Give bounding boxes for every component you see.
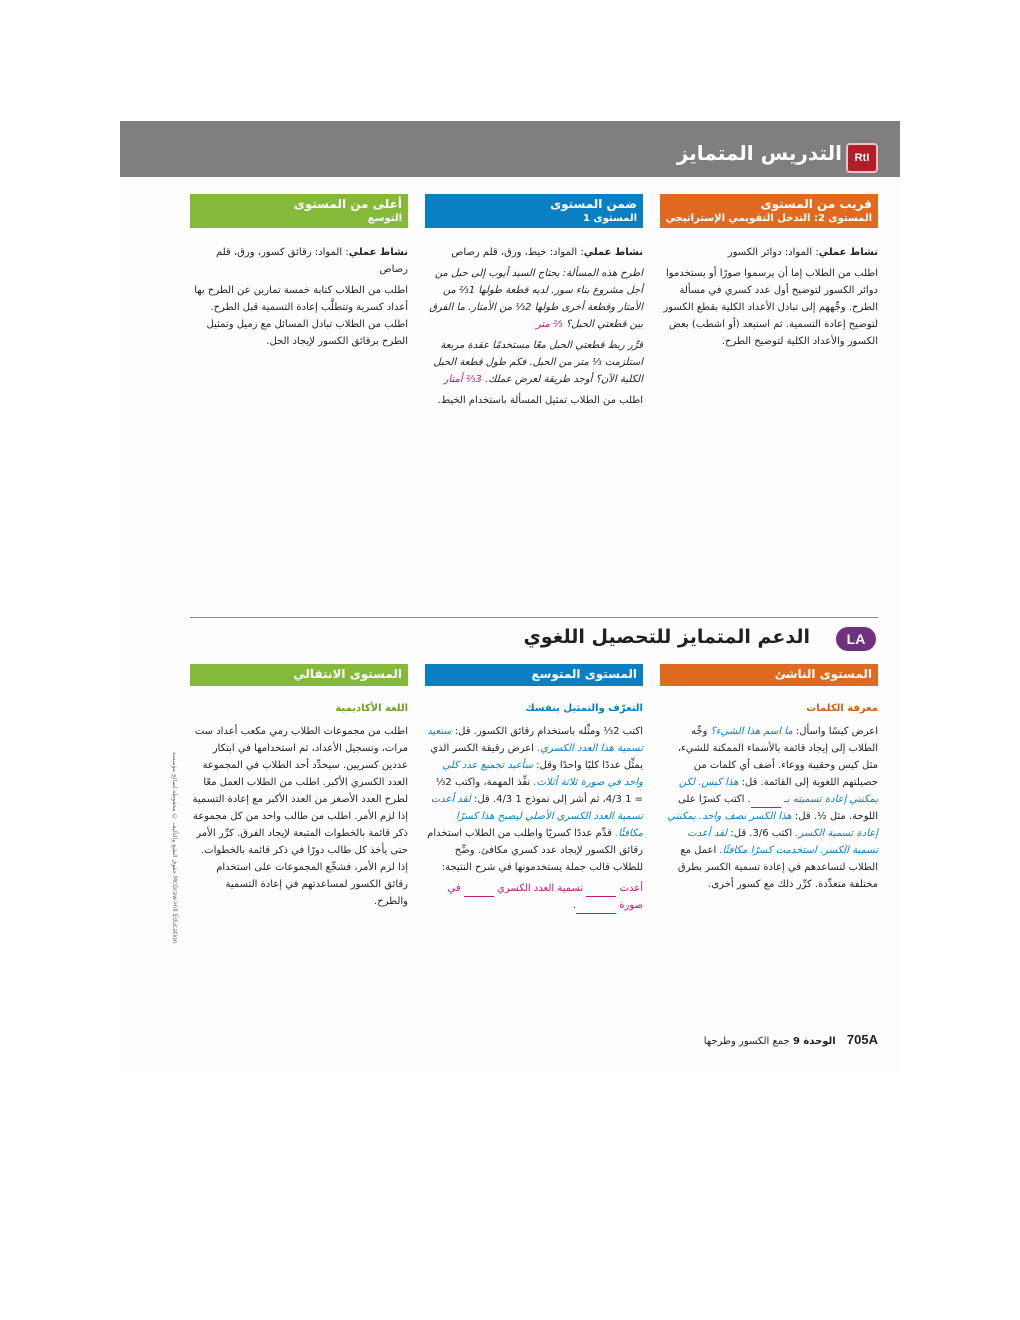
answer-text: 3⅔ أمتار [443, 374, 482, 385]
band-title: قريب من المستوى [760, 197, 872, 211]
copyright-note: حقوق الطبع والتأليف © محفوظة لصالح مؤسسة McGraw-Hill Education [171, 752, 178, 944]
text-segment: قدِّم عددًا كسريًا واطلب من الطلاب استخدام رقائق الكسور لإيجاد عدد كسري مكافئ. وضِّح للطلاب قالب جملة يستخدمونها في شرح النتيجة: [427, 828, 643, 873]
la-badge: LA [836, 627, 876, 651]
section-divider [190, 617, 878, 618]
page-number: 705A [846, 1032, 878, 1047]
teacher-quote: سأعيد تجميع عدد كلي واحد في صورة ثلاثة أثلاث. [442, 760, 643, 788]
teacher-quote: سنعيد تسمية هذا العدد الكسري. [427, 726, 643, 754]
la-section-title: الدعم المتمايز للتحصيل اللغوي [523, 626, 810, 648]
activity-title: نشاط عملي [818, 247, 878, 258]
band-title: المستوى الناشئ [774, 667, 872, 681]
teacher-quote: هذا الكسر نصف واحد. يمكنني إعادة تسمية الكسر. [667, 811, 878, 839]
activity-paragraph: اطلب من الطلاب إما أن يرسموا صورًا أو يستخدموا دوائر الكسور لتوضيح أول عدد كسري في مسألة الطرح. وجِّههم إلى تبادل الأعداد الكلية بقطع الكسور لتوضيح إعادة التسمية. ثم استبعد (أو اشطب) بعض الكسور والأعداد الكلية لتوضيح الطرح. [663, 268, 878, 347]
answer-text: ⅔ متر [535, 319, 563, 330]
column-approaching: نشاط عملي: المواد: دوائر الكسور اطلب من الطلاب إما أن يرسموا صورًا أو يستخدموا دوائر الكسور لتوضيح أول عدد كسري في مسألة الطرح. وجِّههم إلى تبادل الأعداد الكلية بقطع الكسور لتوضيح إعادة التسمية. ثم استبعد (أو اشطب) بعض الكسور والأعداد الكلية لتوضيح الطرح. [660, 244, 878, 354]
sentence-frame: في صورة [447, 883, 643, 911]
activity-paragraph: اطلب من الطلاب كتابة خمسة تمارين عن الطرح بها أعداد كسرية وتتطلَّب إعادة التسمية قبل الطرح. اطلب من الطلاب تبادل المسائل مع زميل وتمثيل الطرح برقائق الكسور لإيجاد الحل. [194, 285, 408, 347]
page-footer [704, 1032, 878, 1047]
band-title: أعلى من المستوى [293, 197, 402, 211]
activity-paragraph: اطرح هذه المسألة: يحتاج السيد أيوب إلى حبل من أجل مشروع بناء سور. لديه قطعة طولها 1⅔ من الأمتار وقطعة أخرى طولها 2⅓ من الأمتار. ما الفرق بين قطعتي الحبل؟ [429, 268, 643, 330]
band-subtitle: المستوى 2: التدخل التقويمي الإستراتيجي [665, 213, 872, 224]
blank-line [464, 895, 494, 897]
column-subtitle: التعرّف والتمثيل بنفسك [525, 703, 643, 714]
band-title: المستوى المتوسع [531, 667, 637, 681]
column-expanding: التعرّف والتمثيل بنفسك اكتب 2⅓ ومثِّله باستخدام رقائق الكسور. قل: سنعيد تسمية هذا العدد الكسري. اعرض رقيقة الكسر الذي يمثِّل عددًا كليًا واحدًا وقل: سأعيد تجميع عدد كلي واحد في صورة ثلاثة أثلاث. نفِّذ المهمة، واكتب 2⅓ = 1 4/3، ثم أشر إلى نموذج 1 4/3. قل: لقد أعدت تسمية العدد الكسري الأصلي ليصبح هذا كسرًا مكافئًا. قدِّم عددًا كسريًا واطلب من الطلاب استخدام رقائق الكسور لإيجاد عدد كسري مكافئ. وضِّح للطلاب قالب جملة يستخدمونها في شرح النتيجة: أعدت تسمية العدد الكسري في صورة . [425, 700, 643, 918]
page-header [120, 121, 900, 177]
teacher-quote: ما اسم هذا الشيء؟ [710, 726, 793, 737]
column-emerging: معرفة الكلمات اعرض كيسًا واسأل: ما اسم هذا الشيء؟ وجِّه الطلاب إلى إيجاد قائمة بالأسماء الممكنة للشيء، مثل كيس وحقيبة ووعاء. أضف أي كلمات من حصيلتهم اللغوية إلى القائمة. قل: هذا كيس. لكن يمكنني إعادة تسميته بـ . اكتب كسرًا على اللوحة. مثل ½. قل: هذا الكسر نصف واحد. يمكنني إعادة تسمية الكسر. اكتب 3/6. قل: لقد أعدت تسمية الكسر. استخدمت كسرًا مكافئًا. اعمل مع الطلاب لتساعدهم في إعادة تسمية الكسر بطرق مختلفة متعدِّدة. كرِّر ذلك مع كسور أخرى. [660, 700, 878, 897]
blank-line [586, 895, 616, 897]
band-subtitle: المستوى 1 [582, 213, 637, 224]
band-title: ضمن المستوى [550, 197, 637, 211]
column-on-level: نشاط عملي: المواد: خيط، ورق، قلم رصاص اطرح هذه المسألة: يحتاج السيد أيوب إلى حبل من أجل مشروع بناء سور. لديه قطعة طولها 1⅔ من الأمتار وقطعة أخرى طولها 2⅓ من الأمتار. ما الفرق بين قطعتي الحبل؟ ⅔ متر قرِّر ربط قطعتي الحبل معًا مستخدمًا عقدة مربعة استلزمت ⅓ متر من الحبل. فكم طول قطعة الحبل الكلية الآن؟ أوجد طريقة لعرض عملك. 3⅔ أمتار اطلب من الطلاب تمثيل المسألة باستخدام الخيط. [425, 244, 643, 413]
sentence-frame: تسمية العدد الكسري [497, 883, 584, 894]
text-segment: اعرض كيسًا واسأل: [795, 726, 878, 737]
text-segment: وجِّه الطلاب إلى إيجاد قائمة بالأسماء الممكنة للشيء، مثل كيس وحقيبة ووعاء. أضف أي كلمات من حصيلتهم اللغوية إلى القائمة. قل: [677, 726, 878, 788]
band-bridging-level [190, 664, 408, 686]
teacher-quote: لقد أعدت تسمية الكسر. استخدمت كسرًا مكافئًا. [687, 828, 878, 856]
text-segment: اعرض رقيقة الكسر الذي يمثِّل عددًا كليًا واحدًا وقل: [430, 743, 643, 771]
band-expanding-level [425, 664, 643, 686]
column-bridging [190, 700, 408, 914]
teacher-quote: لقد أعدت تسمية العدد الكسري الأصلي ليصبح هذا كسرًا مكافئًا. [430, 794, 643, 839]
activity-materials: المواد: دوائر الكسور [727, 247, 813, 258]
activity-title: نشاط عملي [583, 247, 643, 258]
text-segment: اطلب من مجموعات الطلاب رمي مكعب أعداد ست مرات، وتسجيل الأعداد، ثم استخدامها في ابتكار عددين كسريين. سيحدِّد أحد الطلاب في المجموعة العدد الكسري الأكبر. اطلب من الطلاب العمل معًا لطرح العدد الأصغر من العدد الأكبر مع إعادة التسمية إذا لزم الأمر. اطلب من طالب واحد من كل مجموعة ذكر قائمة بالخطوات المتبعة لإيجاد الفرق. كرِّر الأمر حتى يأخذ كل طالب دورًا في ذكر قائمة بالخطوات. إذا لزم الأمر، فشجِّع المجموعات على استخدام رقائق الكسور لمساعدتهم في إعادة التسمية والطرح. [192, 726, 408, 907]
blank-line [751, 806, 781, 808]
activity-title: نشاط عملي [348, 247, 408, 258]
column-subtitle: اللغة الأكاديمية [335, 703, 408, 714]
text-segment: اكتب 2⅓ ومثِّله باستخدام رقائق الكسور. قل: [454, 726, 643, 737]
unit-label: الوحدة 9 [792, 1036, 836, 1047]
activity-paragraph: قرِّر ربط قطعتي الحبل معًا مستخدمًا عقدة مربعة استلزمت ⅓ متر من الحبل. فكم طول قطعة الحبل الكلية الآن؟ أوجد طريقة لعرض عملك. [433, 340, 643, 385]
band-approaching-level [660, 194, 878, 228]
band-beyond-level [190, 194, 408, 228]
sentence-frame: أعدت [619, 883, 643, 894]
blank-line [576, 912, 616, 914]
band-title: المستوى الانتقالي [293, 667, 402, 681]
rti-badge: RtI [846, 143, 878, 173]
text-segment: نفِّذ المهمة، واكتب 2⅓ = 1 4/3، ثم أشر إلى نموذج 1 4/3. قل: [435, 777, 643, 805]
unit-title: جمع الكسور وطرحها [703, 1036, 790, 1047]
band-on-level [425, 194, 643, 228]
band-emerging-level [660, 664, 878, 686]
text-segment: اعمل مع الطلاب لتساعدهم في إعادة تسمية الكسر بطرق مختلفة متعدِّدة. كرِّر ذلك مع كسور أخرى. [677, 845, 878, 890]
column-subtitle: معرفة الكلمات [806, 703, 878, 714]
teacher-quote: هذا كيس. لكن يمكنني إعادة تسميته بـ [678, 777, 878, 805]
band-subtitle: التوسع [367, 213, 402, 224]
column-beyond: نشاط عملي: المواد: رقائق كسور، ورق، قلم رصاص اطلب من الطلاب كتابة خمسة تمارين عن الطرح بها أعداد كسرية وتتطلَّب إعادة التسمية قبل الطرح. اطلب من الطلاب تبادل المسائل مع زميل وتمثيل الطرح برقائق الكسور لإيجاد الحل. [190, 244, 408, 354]
activity-paragraph: اطلب من الطلاب تمثيل المسألة باستخدام الخيط. [437, 395, 643, 406]
activity-materials: المواد: خيط، ورق، قلم رصاص [451, 247, 578, 258]
page-title: التدريس المتمايز [676, 141, 842, 165]
text-segment: اكتب 3/6. قل: [730, 828, 793, 839]
text-segment: اكتب كسرًا على اللوحة. مثل ½. قل: [678, 794, 878, 822]
activity-materials: المواد: رقائق كسور، ورق، قلم رصاص [215, 247, 408, 275]
